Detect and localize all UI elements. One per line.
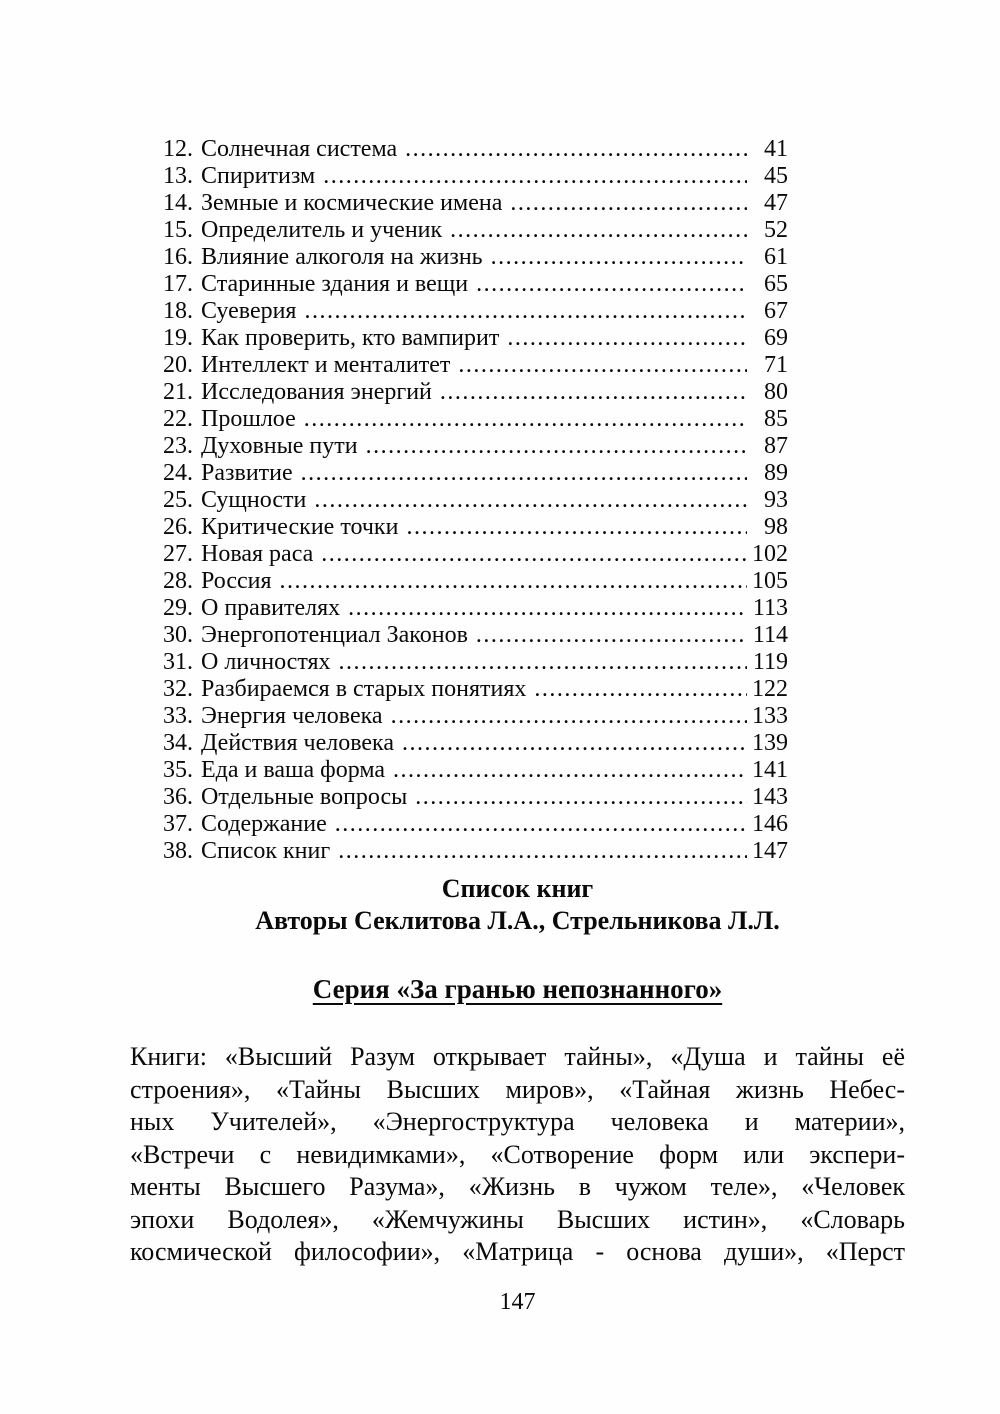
toc-leader-dots bbox=[314, 487, 747, 514]
toc-entry bbox=[163, 460, 788, 487]
toc-entry bbox=[163, 217, 788, 244]
toc-leader-dots bbox=[476, 271, 747, 298]
paragraph-line: эпохи Водолея», «Жемчужины Высших истин», «Словарь bbox=[130, 1204, 905, 1234]
toc-entry-number: 36. bbox=[163, 784, 193, 810]
page-number: 147 bbox=[499, 1289, 536, 1315]
toc-leader-dots bbox=[507, 325, 747, 352]
toc-entry-title: Действия человека bbox=[201, 730, 395, 756]
toc-entry bbox=[163, 649, 788, 676]
toc-entry-page: 61 bbox=[764, 244, 788, 270]
toc-leader-dots bbox=[280, 568, 747, 595]
heading-book-list: Список книг bbox=[441, 874, 594, 903]
toc-entry-number: 26. bbox=[163, 514, 193, 540]
toc-entry-number: 29. bbox=[163, 595, 193, 621]
toc-entry-number: 33. bbox=[163, 703, 193, 729]
toc-leader-dots bbox=[339, 649, 747, 676]
toc-entry bbox=[163, 676, 788, 703]
toc-entry-title: Россия bbox=[201, 568, 272, 594]
toc-entry bbox=[163, 298, 788, 325]
toc-entry-number: 34. bbox=[163, 730, 193, 756]
toc-leader-dots bbox=[366, 433, 747, 460]
toc-entry-number: 23. bbox=[163, 433, 193, 459]
toc-entry-title: Еда и ваша форма bbox=[201, 757, 386, 783]
toc-leader-dots bbox=[534, 676, 747, 703]
toc-leader-dots bbox=[338, 838, 747, 865]
toc-entry-page: 47 bbox=[764, 190, 788, 216]
paragraph-line: менты Высшего Разума», «Жизнь в чужом теле», «Человек bbox=[130, 1172, 905, 1201]
toc-entry-number: 35. bbox=[163, 757, 193, 783]
toc-entry bbox=[163, 811, 788, 838]
toc-entry-title: Интеллект и менталитет bbox=[201, 352, 451, 378]
toc-leader-dots bbox=[402, 730, 747, 757]
toc-entry-title: Влияние алкоголя на жизнь bbox=[201, 244, 483, 270]
toc-leader-dots bbox=[304, 406, 747, 433]
toc-entry-title: Прошлое bbox=[201, 406, 296, 432]
toc-entry-page: 89 bbox=[764, 460, 788, 486]
table-of-contents bbox=[163, 136, 788, 865]
toc-entry-number: 28. bbox=[163, 568, 193, 594]
toc-entry-number: 30. bbox=[163, 622, 193, 648]
toc-entry bbox=[163, 622, 788, 649]
toc-entry-page: 67 bbox=[764, 298, 788, 324]
toc-entry-title: Солнечная система bbox=[201, 136, 398, 162]
heading-series: Серия «За гранью непознанного» bbox=[312, 974, 723, 1004]
toc-entry-page: 45 bbox=[764, 163, 788, 189]
toc-leader-dots bbox=[335, 811, 747, 838]
toc-entry-number: 38. bbox=[163, 838, 193, 864]
toc-entry-page: 146 bbox=[752, 811, 788, 837]
toc-entry-title: Как проверить, кто вампирит bbox=[201, 325, 500, 351]
toc-entry bbox=[163, 379, 788, 406]
books-paragraph bbox=[130, 1041, 905, 1269]
toc-entry-number: 32. bbox=[163, 676, 193, 702]
toc-entry-page: 80 bbox=[764, 379, 788, 405]
toc-entry-page: 52 bbox=[764, 217, 788, 243]
toc-entry-title: О личностях bbox=[201, 649, 331, 675]
paragraph-line: ных Учителей», «Энергоструктура человека и материи», bbox=[130, 1107, 905, 1136]
toc-entry-page: 147 bbox=[752, 838, 788, 864]
toc-entry-number: 20. bbox=[163, 352, 193, 378]
toc-entry-page: 85 bbox=[764, 406, 788, 432]
heading-authors: Авторы Секлитова Л.А., Стрельникова Л.Л. bbox=[255, 906, 780, 935]
toc-entry-page: 119 bbox=[752, 649, 788, 675]
toc-entry bbox=[163, 757, 788, 784]
toc-entry bbox=[163, 163, 788, 190]
toc-entry-number: 37. bbox=[163, 811, 193, 837]
toc-entry-page: 133 bbox=[752, 703, 788, 729]
toc-entry-title: Отдельные вопросы bbox=[201, 784, 408, 810]
toc-entry-title: Разбираемся в старых понятиях bbox=[201, 676, 527, 702]
toc-entry-title: Сущности bbox=[201, 487, 307, 513]
paragraph-line: Книги: «Высший Разум открывает тайны», «Душа и тайны её bbox=[130, 1042, 905, 1071]
toc-leader-dots bbox=[301, 460, 747, 487]
toc-entry-title: Земные и космические имена bbox=[201, 190, 503, 216]
paragraph-line: «Встречи с невидимками», «Сотворение форм или экспери- bbox=[130, 1139, 905, 1169]
toc-leader-dots bbox=[348, 595, 747, 622]
toc-entry bbox=[163, 406, 788, 433]
toc-leader-dots bbox=[458, 352, 747, 379]
toc-leader-dots bbox=[323, 163, 747, 190]
toc-entry-page: 141 bbox=[752, 757, 788, 783]
toc-leader-dots bbox=[450, 217, 747, 244]
toc-entry-number: 16. bbox=[163, 244, 193, 270]
toc-entry-title: Суеверия bbox=[201, 298, 297, 324]
toc-entry-page: 122 bbox=[752, 676, 788, 702]
toc-entry-title: Исследования энергий bbox=[201, 379, 432, 405]
toc-entry bbox=[163, 703, 788, 730]
toc-entry bbox=[163, 568, 788, 595]
toc-entry bbox=[163, 271, 788, 298]
toc-entry-page: 143 bbox=[752, 784, 788, 810]
toc-entry bbox=[163, 244, 788, 271]
toc-entry-page: 139 bbox=[752, 730, 788, 756]
toc-entry-number: 31. bbox=[163, 649, 193, 675]
toc-entry-number: 13. bbox=[163, 163, 193, 189]
toc-entry-page: 69 bbox=[764, 325, 788, 351]
toc-entry bbox=[163, 352, 788, 379]
toc-entry-title: Энергопотенциал Законов bbox=[201, 622, 468, 648]
toc-entry-number: 19. bbox=[163, 325, 193, 351]
toc-entry bbox=[163, 838, 788, 865]
toc-leader-dots bbox=[405, 136, 747, 163]
toc-entry-page: 87 bbox=[764, 433, 788, 459]
toc-entry bbox=[163, 190, 788, 217]
toc-entry-number: 17. bbox=[163, 271, 193, 297]
toc-leader-dots bbox=[415, 784, 747, 811]
toc-entry-title: Духовные пути bbox=[201, 433, 358, 459]
toc-entry-page: 98 bbox=[764, 514, 788, 540]
toc-entry-page: 41 bbox=[764, 136, 788, 162]
toc-entry bbox=[163, 730, 788, 757]
toc-entry bbox=[163, 784, 788, 811]
book-list-heading-block bbox=[130, 873, 905, 937]
paragraph-line: космической философии», «Матрица - основа души», «Перст bbox=[130, 1237, 905, 1266]
toc-entry bbox=[163, 433, 788, 460]
toc-entry bbox=[163, 325, 788, 352]
toc-entry-page: 71 bbox=[764, 352, 788, 378]
toc-entry-title: Критические точки bbox=[201, 514, 399, 540]
toc-entry-number: 12. bbox=[163, 136, 193, 162]
toc-entry-page: 105 bbox=[752, 568, 788, 594]
toc-leader-dots bbox=[510, 190, 747, 217]
toc-entry-title: Новая раса bbox=[201, 541, 314, 567]
toc-leader-dots bbox=[391, 703, 747, 730]
toc-entry bbox=[163, 136, 788, 163]
toc-entry bbox=[163, 595, 788, 622]
toc-entry-number: 27. bbox=[163, 541, 193, 567]
toc-entry-number: 14. bbox=[163, 190, 193, 216]
paragraph-line: строения», «Тайны Высших миров», «Тайная жизнь Небес- bbox=[130, 1074, 905, 1104]
toc-entry bbox=[163, 487, 788, 514]
toc-entry-page: 102 bbox=[752, 541, 788, 567]
toc-entry-page: 65 bbox=[764, 271, 788, 297]
toc-entry-page: 93 bbox=[764, 487, 788, 513]
toc-entry-number: 25. bbox=[163, 487, 193, 513]
toc-entry-title: Энергия человека bbox=[201, 703, 383, 729]
toc-entry-title: О правителях bbox=[201, 595, 341, 621]
toc-entry-page: 113 bbox=[752, 595, 788, 621]
toc-entry-title: Старинные здания и вещи bbox=[201, 271, 469, 297]
toc-entry-number: 15. bbox=[163, 217, 193, 243]
toc-entry-number: 21. bbox=[163, 379, 193, 405]
toc-leader-dots bbox=[393, 757, 747, 784]
toc-entry bbox=[163, 541, 788, 568]
toc-entry-number: 18. bbox=[163, 298, 193, 324]
toc-leader-dots bbox=[476, 622, 747, 649]
toc-entry-title: Определитель и ученик bbox=[201, 217, 443, 243]
toc-entry-page: 114 bbox=[752, 622, 788, 648]
toc-entry bbox=[163, 514, 788, 541]
toc-entry-number: 24. bbox=[163, 460, 193, 486]
toc-leader-dots bbox=[406, 514, 747, 541]
toc-entry-title: Развитие bbox=[201, 460, 293, 486]
toc-leader-dots bbox=[304, 298, 747, 325]
toc-entry-title: Список книг bbox=[201, 838, 331, 864]
toc-leader-dots bbox=[440, 379, 747, 406]
toc-entry-title: Содержание bbox=[201, 811, 327, 837]
toc-leader-dots bbox=[321, 541, 747, 568]
toc-leader-dots bbox=[491, 244, 747, 271]
toc-entry-number: 22. bbox=[163, 406, 193, 432]
toc-entry-title: Спиритизм bbox=[201, 163, 316, 189]
